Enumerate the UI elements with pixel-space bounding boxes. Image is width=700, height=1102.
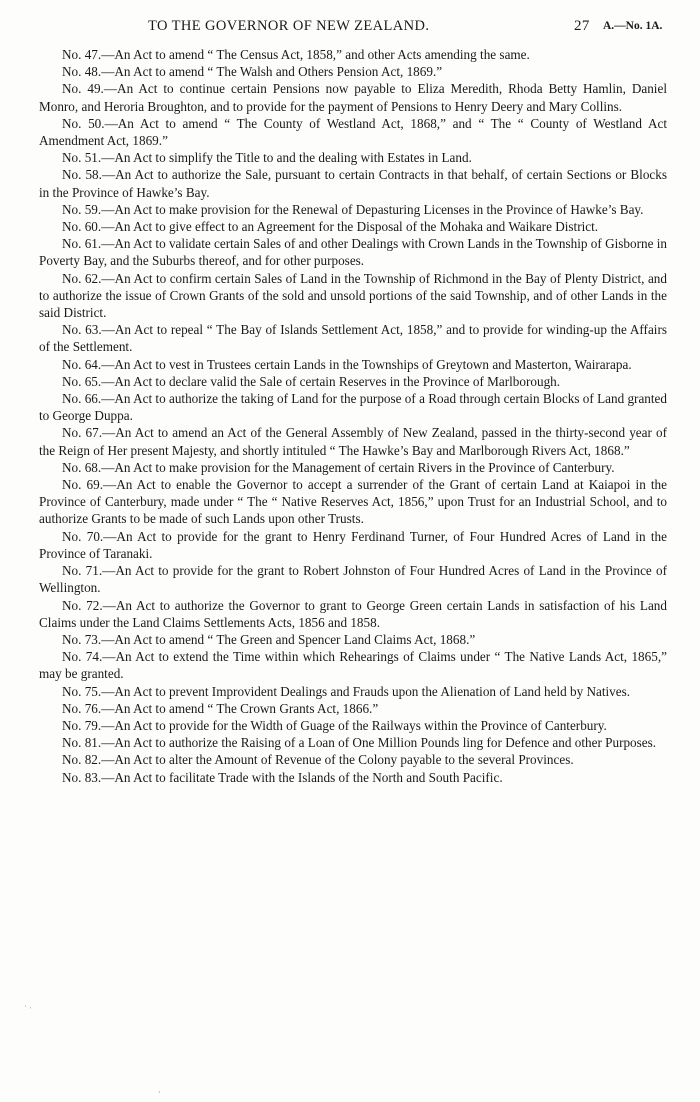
act-number: No. 63. — [62, 322, 102, 338]
act-entry — [39, 424, 667, 458]
act-entry — [39, 321, 667, 355]
act-description: —An Act to enable the Governor to accept a surrender of the Grant of certain Land at Kaiapoi in the Province of Canterbury, made under “ The “ Native Reserves Act, 1856,” upon Trust for an Industrial School, and to authorize Grants to be made of such Lands upon other Trusts. — [39, 477, 667, 527]
act-number: No. 59. — [62, 201, 102, 217]
act-number: No. 71. — [62, 563, 103, 579]
act-number: No. 83. — [62, 769, 102, 785]
running-header — [0, 14, 700, 38]
act-number: No. 49. — [62, 81, 104, 97]
act-number: No. 69. — [62, 477, 103, 493]
page-number: 27 — [574, 18, 590, 34]
act-number: No. 75. — [62, 683, 102, 699]
act-entry — [39, 218, 667, 235]
act-entry — [39, 149, 667, 166]
act-entry — [39, 459, 667, 476]
act-number: No. 60. — [62, 219, 102, 235]
act-description: —An Act to simplify the Title to and the dealing with Estates in Land. — [101, 150, 472, 166]
margin-mark: ʿ ˑ — [24, 1004, 32, 1014]
document-reference: A.—No. 1A. — [603, 20, 663, 32]
act-entry — [39, 562, 667, 596]
act-description: —An Act to authorize the Governor to grant to George Green certain Lands in satisfaction of his Land Claims under the Land Claims Settlements Acts, 1856 and 1858. — [39, 597, 667, 630]
act-number: No. 68. — [62, 459, 102, 475]
act-number: No. 73. — [62, 631, 102, 647]
act-description: —An Act to amend “ The Walsh and Others Pension Act, 1869.” — [101, 64, 443, 80]
page-title: TO THE GOVERNOR OF NEW ZEALAND. — [148, 18, 430, 34]
act-entry — [39, 683, 667, 700]
act-entry — [39, 166, 667, 200]
act-description: —An Act to facilitate Trade with the Islands of the North and South Pacific. — [101, 769, 503, 785]
act-number: No. 62. — [62, 270, 102, 286]
act-number: No. 64. — [62, 356, 102, 372]
act-description: —An Act to amend an Act of the General Assembly of New Zealand, passed in the thirty-second year of the Reign of Her present Majesty, and shortly intituled “ The Hawke’s Bay and Marlborough Rivers Act, 1868.” — [39, 425, 667, 458]
act-number: No. 66. — [62, 391, 102, 407]
act-description: —An Act to prevent Improvident Dealings and Frauds upon the Alienation of Land held by Natives. — [101, 683, 631, 699]
act-description: —An Act to authorize the taking of Land for the purpose of a Road through certain Blocks of Land granted to George Duppa. — [39, 391, 668, 424]
act-entry — [39, 201, 667, 218]
act-number: No. 81. — [62, 735, 102, 751]
acts-list — [39, 46, 667, 786]
act-description: —An Act to authorize the Raising of a Loan of One Million Pounds ling for Defence and other Purposes. — [101, 735, 657, 751]
act-description: —An Act to provide for the Width of Guage of the Railways within the Province of Canterbury. — [101, 717, 607, 733]
act-entry — [39, 528, 667, 562]
act-number: No. 82. — [62, 752, 102, 768]
act-entry — [39, 235, 667, 269]
act-entry — [39, 270, 667, 322]
act-number: No. 67. — [62, 425, 103, 441]
act-number: No. 47. — [62, 47, 102, 62]
act-number: No. 76. — [62, 700, 102, 716]
act-number: No. 74. — [62, 649, 103, 665]
act-description: —An Act to make provision for the Renewal of Depasturing Licenses in the Province of Hawke’s Bay. — [101, 201, 644, 217]
act-entry — [39, 390, 667, 424]
act-description: —An Act to vest in Trustees certain Lands in the Townships of Greytown and Masterton, Wairarapa. — [101, 356, 632, 372]
act-description: —An Act to provide for the grant to Robert Johnston of Four Hundred Acres of Land in the Province of Wellington. — [39, 563, 668, 596]
act-entry — [39, 373, 667, 390]
act-entry — [39, 356, 667, 373]
act-description: —An Act to continue certain Pensions now payable to Eliza Meredith, Rhoda Betty Hamlin, Daniel Monro, and Heroria Broughton, and to provide for the payment of Pensions to Henry Deery and Mary Collins. — [39, 81, 667, 114]
act-description: —An Act to amend “ The Census Act, 1858,” and other Acts amending the same. — [101, 47, 530, 62]
act-entry — [39, 46, 667, 63]
act-description: —An Act to make provision for the Management of certain Rivers in the Province of Canterbury. — [101, 459, 615, 475]
act-description: —An Act to provide for the grant to Henry Ferdinand Turner, of Four Hundred Acres of Land in the Province of Taranaki. — [39, 528, 668, 561]
act-entry — [39, 734, 667, 751]
act-entry — [39, 769, 667, 786]
act-number: No. 51. — [62, 150, 102, 166]
act-description: —An Act to authorize the Sale, pursuant to certain Contracts in that behalf, of certain Sections or Blocks in the Province of Hawke’s Bay. — [39, 167, 667, 200]
act-description: —An Act to amend “ The Green and Spencer Land Claims Act, 1868.” — [101, 631, 476, 647]
act-description: —An Act to extend the Time within which Rehearings of Claims under “ The Native Lands Act, 1865,” may be granted. — [39, 649, 667, 682]
act-entry — [39, 648, 667, 682]
stray-dot: · — [158, 1088, 161, 1097]
act-entry — [39, 751, 667, 768]
act-number: No. 48. — [62, 64, 102, 80]
act-entry — [39, 631, 667, 648]
act-number: No. 70. — [62, 528, 104, 544]
act-entry — [39, 63, 667, 80]
act-number: No. 58. — [62, 167, 102, 183]
act-description: —An Act to confirm certain Sales of Land in the Township of Richmond in the Bay of Plenty District, and to authorize the issue of Crown Grants of the sold and unsold portions of the said Township, and of other Lands in the said District. — [39, 270, 667, 321]
act-description: —An Act to give effect to an Agreement for the Disposal of the Mohaka and Waikare District. — [101, 219, 599, 235]
act-description: —An Act to declare valid the Sale of certain Reserves in the Province of Marlborough. — [101, 373, 561, 389]
act-description: —An Act to alter the Amount of Revenue of the Colony payable to the several Provinces. — [101, 752, 574, 768]
act-entry — [39, 717, 667, 734]
act-entry — [39, 597, 667, 631]
act-number: No. 65. — [62, 373, 102, 389]
act-description: —An Act to validate certain Sales of and other Dealings with Crown Lands in the Township of Gisborne in Poverty Bay, and the Suburbs thereof, and for other purposes. — [39, 236, 667, 269]
act-entry — [39, 115, 667, 149]
act-number: No. 79. — [62, 717, 102, 733]
act-number: No. 72. — [62, 597, 103, 613]
act-number: No. 61. — [62, 236, 102, 252]
act-description: —An Act to amend “ The County of Westland Act, 1868,” and “ The “ County of Westland Act Amendment Act, 1869.” — [39, 115, 667, 149]
act-description: —An Act to amend “ The Crown Grants Act, 1866.” — [101, 700, 379, 716]
act-entry — [39, 80, 667, 114]
act-description: —An Act to repeal “ The Bay of Islands Settlement Act, 1858,” and to provide for winding-up the Affairs of the Settlement. — [39, 322, 667, 355]
act-entry — [39, 476, 667, 528]
act-entry — [39, 700, 667, 717]
act-number: No. 50. — [62, 115, 105, 131]
